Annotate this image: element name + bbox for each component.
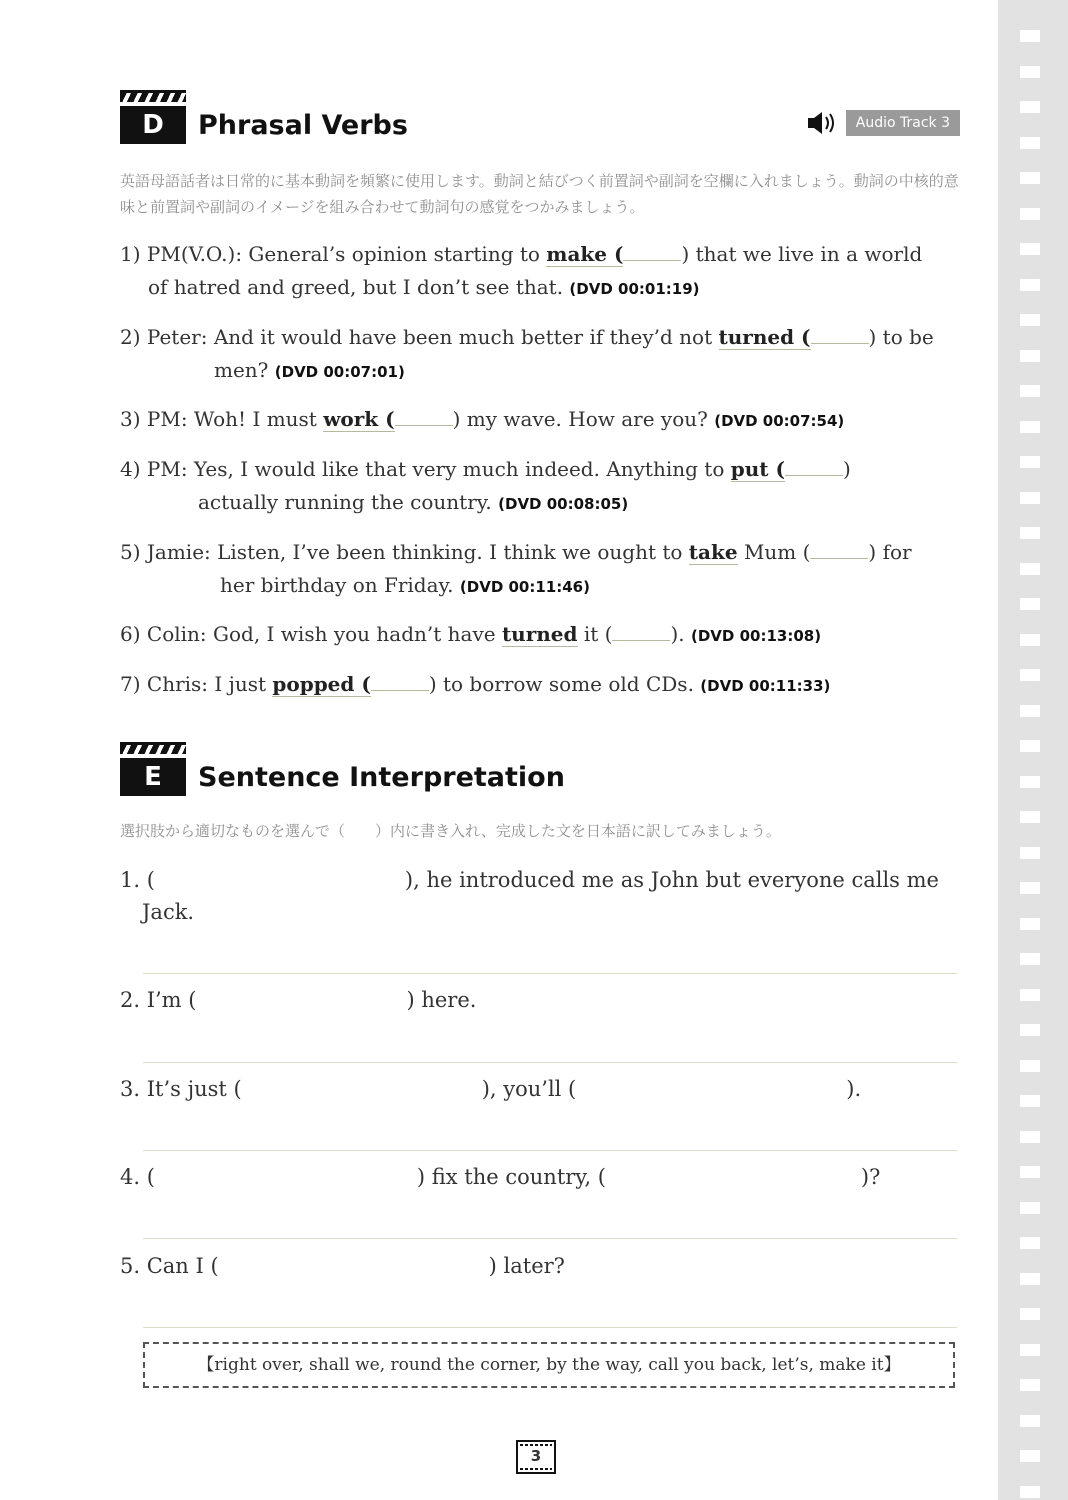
item-text: ), you’ll ( (481, 1077, 577, 1101)
page-number: 3 (516, 1440, 556, 1474)
item-text: ) fix the country, ( (416, 1165, 606, 1189)
interpretation-item (120, 1073, 940, 1105)
exercise-item (120, 321, 960, 389)
clapperboard-icon (120, 742, 186, 802)
section-title: Phrasal Verbs (198, 110, 408, 141)
item-verb: make ( (546, 242, 624, 266)
interpretation-item (120, 1250, 940, 1282)
interpretation-item (120, 864, 940, 928)
item-text: 2. I’m ( (120, 988, 197, 1012)
sprocket-hole (1020, 456, 1040, 468)
item-text: 3. It’s just ( (120, 1077, 242, 1101)
sprocket-hole (1020, 1450, 1040, 1462)
dvd-timestamp: (DVD 00:07:54) (714, 412, 845, 430)
sprocket-hole (1020, 847, 1040, 859)
sprocket-hole (1020, 776, 1040, 788)
answer-blank[interactable] (395, 405, 453, 426)
item-text: PM: Yes, I would like that very much indeed. Anything to (146, 457, 725, 481)
interpretation-item (120, 1161, 940, 1193)
exercise-item (120, 618, 960, 653)
translation-line[interactable] (143, 1238, 957, 1239)
sprocket-hole (1020, 563, 1040, 575)
item-text: ), he introduced me as John but everyone calls me (404, 868, 939, 892)
dvd-timestamp: (DVD 00:13:08) (691, 627, 822, 645)
item-text: ) later? (488, 1254, 565, 1278)
sprocket-hole (1020, 1486, 1040, 1498)
sprocket-hole (1020, 66, 1040, 78)
sprocket-hole (1020, 314, 1040, 326)
item-text: 5. Can I ( (120, 1254, 219, 1278)
sprocket-hole (1020, 989, 1040, 1001)
item-verb: popped ( (272, 672, 371, 696)
sprocket-hole (1020, 1308, 1040, 1320)
sprocket-hole (1020, 1131, 1040, 1143)
item-text: 4. ( (120, 1165, 155, 1189)
exercise-item (120, 536, 960, 604)
item-text: it ( (583, 622, 613, 646)
sprocket-hole (1020, 811, 1040, 823)
sprocket-hole (1020, 953, 1040, 965)
answer-blank[interactable] (612, 620, 670, 641)
sprocket-hole (1020, 30, 1040, 42)
clapperboard-icon (120, 90, 186, 150)
sprocket-hole (1020, 1202, 1040, 1214)
section-d-header (120, 90, 960, 150)
sprocket-hole (1020, 1024, 1040, 1036)
item-verb: turned ( (718, 325, 811, 349)
sprocket-hole (1020, 1095, 1040, 1107)
item-number: 7) (120, 672, 141, 696)
sprocket-hole (1020, 1060, 1040, 1072)
sprocket-hole (1020, 1273, 1040, 1285)
answer-blank[interactable] (811, 323, 869, 344)
section-letter: D (142, 110, 164, 140)
sprocket-hole (1020, 1237, 1040, 1249)
sprocket-hole (1020, 882, 1040, 894)
sprocket-hole (1020, 172, 1040, 184)
dvd-timestamp: (DVD 00:11:33) (700, 677, 831, 695)
item-continuation: of hatred and greed, but I don’t see that. (148, 275, 564, 299)
exercise-item (120, 403, 960, 438)
item-number: 6) (120, 622, 141, 646)
sprocket-hole (1020, 705, 1040, 717)
film-strip-border (998, 0, 1068, 1500)
sprocket-hole (1020, 350, 1040, 362)
item-number: 3) (120, 407, 141, 431)
item-verb: put ( (730, 457, 785, 481)
instruction-text: 選択肢から適切なものを選んで（ ）内に書き入れ、完成した文を日本語に訳してみましょう。 (120, 822, 781, 840)
dvd-timestamp: (DVD 00:11:46) (459, 578, 590, 596)
item-text: Peter: And it would have been much better if they’d not (146, 325, 713, 349)
choices-box: 【right over, shall we, round the corner, by the way, call you back, let’s, make it】 (143, 1342, 955, 1388)
speaker-icon (806, 110, 838, 136)
item-text: Mum ( (743, 540, 811, 564)
sprocket-hole (1020, 243, 1040, 255)
sprocket-hole (1020, 385, 1040, 397)
audio-track[interactable] (806, 110, 960, 136)
answer-blank[interactable] (785, 455, 843, 476)
sprocket-hole (1020, 208, 1040, 220)
sprocket-hole (1020, 1379, 1040, 1391)
item-text: PM: Woh! I must (146, 407, 317, 431)
item-text: PM(V.O.): General’s opinion starting to (146, 242, 540, 266)
sprocket-hole (1020, 421, 1040, 433)
item-text: ) (842, 457, 851, 481)
item-text: Jamie: Listen, I’ve been thinking. I think we ought to (146, 540, 683, 564)
section-letter: E (144, 762, 162, 792)
item-verb: work ( (323, 407, 395, 431)
item-number: 5) (120, 540, 141, 564)
item-continuation: Jack. (142, 900, 195, 924)
sprocket-hole (1020, 527, 1040, 539)
item-text: 1. ( (120, 868, 155, 892)
item-text: ) that we live in a world (681, 242, 923, 266)
section-e-header (120, 742, 960, 802)
dvd-timestamp: (DVD 00:07:01) (274, 363, 405, 381)
sprocket-hole (1020, 137, 1040, 149)
item-verb: take (688, 540, 738, 564)
sprocket-hole (1020, 1166, 1040, 1178)
item-text: Chris: I just (146, 672, 267, 696)
exercise-item (120, 668, 960, 703)
translation-line[interactable] (143, 973, 957, 974)
item-number: 4) (120, 457, 141, 481)
instruction-text: 英語母語話者は日常的に基本動詞を頻繁に使用します。動詞と結びつく前置詞や副詞を空欄に入れましょう。動詞の中核的意味と前置詞や副詞のイメージを組み合わせて動詞句の感覚をつかみましょう。 (120, 172, 959, 216)
audio-track-label: Audio Track 3 (846, 110, 960, 136)
item-number: 1) (120, 242, 141, 266)
item-text: ). (846, 1077, 862, 1101)
answer-blank[interactable] (810, 538, 868, 559)
exercise-item (120, 453, 960, 521)
sprocket-hole (1020, 918, 1040, 930)
answer-blank[interactable] (371, 670, 429, 691)
sprocket-hole (1020, 492, 1040, 504)
translation-line[interactable] (143, 1062, 957, 1063)
item-text: ) for (868, 540, 912, 564)
item-continuation: her birthday on Friday. (220, 573, 454, 597)
sprocket-hole (1020, 1344, 1040, 1356)
translation-line[interactable] (143, 1327, 957, 1328)
interpretation-item (120, 984, 940, 1016)
dvd-timestamp: (DVD 00:01:19) (569, 280, 700, 298)
item-text: ) to borrow some old CDs. (428, 672, 694, 696)
sprocket-hole (1020, 101, 1040, 113)
item-text: )? (860, 1165, 881, 1189)
item-text: ). (670, 622, 685, 646)
item-number: 2) (120, 325, 141, 349)
item-text: ) to be (868, 325, 934, 349)
translation-line[interactable] (143, 1150, 957, 1151)
sprocket-hole (1020, 598, 1040, 610)
sprocket-hole (1020, 634, 1040, 646)
sprocket-hole (1020, 279, 1040, 291)
item-continuation: actually running the country. (198, 490, 492, 514)
dvd-timestamp: (DVD 00:08:05) (498, 495, 629, 513)
exercise-item (120, 238, 960, 306)
item-text: Colin: God, I wish you hadn’t have (146, 622, 496, 646)
section-title: Sentence Interpretation (198, 762, 565, 793)
item-text: ) here. (406, 988, 477, 1012)
item-continuation: men? (214, 358, 269, 382)
answer-blank[interactable] (623, 240, 681, 261)
sprocket-hole (1020, 669, 1040, 681)
sprocket-hole (1020, 740, 1040, 752)
item-text: ) my wave. How are you? (452, 407, 708, 431)
sprocket-hole (1020, 1415, 1040, 1427)
item-verb: turned (501, 622, 578, 646)
